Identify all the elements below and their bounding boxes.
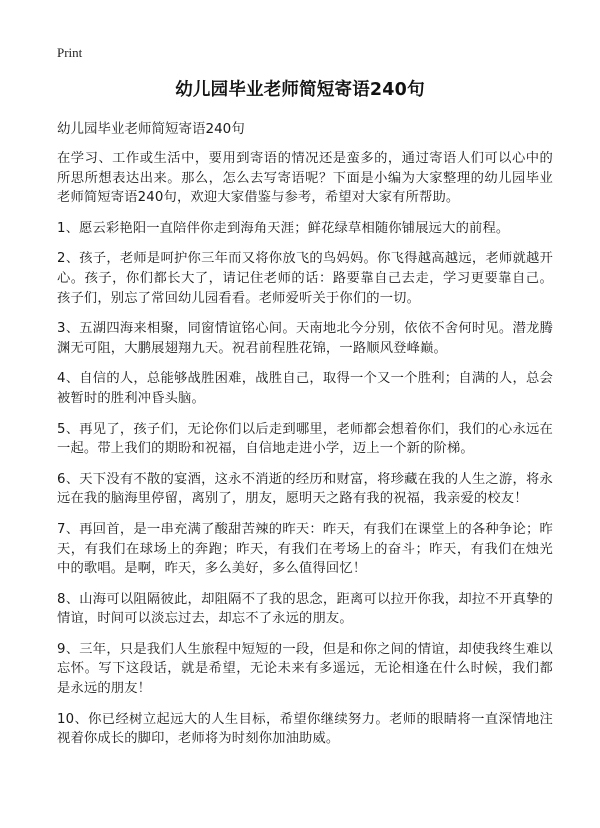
document-subtitle: 幼儿园毕业老师简短寄语240句 <box>57 121 245 137</box>
message-item-10: 10、你已经树立起远大的人生目标，希望你继续努力。老师的眼睛将一直深情地注视着你成长的脚印，老师将为时刻你加油助威。 <box>57 711 553 747</box>
message-item-8: 8、山海可以阻隔彼此，却阻隔不了我的思念，距离可以拉开你我，却拉不开真挚的情谊，时间可以淡忘过去，却忘不了永远的朋友。 <box>57 591 553 627</box>
message-item-2: 2、孩子，老师是呵护你三年而又将你放飞的鸟妈妈。你飞得越高越远，老师就越开心。孩子，你们都长大了，请记住老师的话：路要靠自己去走，学习更要靠自己。孩子们，别忘了常回幼儿园看看。老师爱听关于你们的一切。 <box>57 251 553 306</box>
document-body <box>57 118 553 760</box>
message-item-1: 1、愿云彩艳阳一直陪伴你走到海角天涯；鲜花绿草相随你铺展远大的前程。 <box>57 220 510 236</box>
intro-paragraph: 在学习、工作或生活中，要用到寄语的情况还是蛮多的，通过寄语人们可以心中的所思所想表达出来。那么，怎么去写寄语呢？下面是小编为大家整理的幼儿园毕业老师简短寄语240句，欢迎大家借鉴与参考，希望对大家有所帮助。 <box>57 151 553 206</box>
message-item-3: 3、五湖四海来相聚，同窗情谊铭心间。天南地北今分别，依依不舍何时见。潜龙腾渊无可阻，大鹏展翅翔九天。祝君前程胜花锦，一路顺风登峰巅。 <box>57 321 553 356</box>
message-item-9: 9、三年，只是我们人生旅程中短短的一段，但是和你之间的情谊，却使我终生难以忘怀。写下这段话，就是希望，无论未来有多遥远，无论相逢在什么时候，我们都是永远的朋友！ <box>57 641 553 697</box>
message-item-5: 5、再见了，孩子们，无论你们以后走到哪里，老师都会想着你们，我们的心永远在一起。带上我们的期盼和祝福，自信地走进小学，迈上一个新的阶梯。 <box>57 421 553 457</box>
message-item-7: 7、再回首，是一串充满了酸甜苦辣的昨天：昨天，有我们在课堂上的各种争论；昨天，有我们在球场上的奔跑；昨天，有我们在考场上的奋斗；昨天，有我们在烛光中的歌唱。是啊，昨天，多么美好，多么值得回忆！ <box>57 521 553 577</box>
page-title: 幼儿园毕业老师简短寄语240句 <box>175 80 425 100</box>
message-item-4: 4、自信的人，总能够战胜困难，战胜自己，取得一个又一个胜利；自满的人，总会被暂时的胜利冲昏头脑。 <box>57 371 553 406</box>
message-item-6: 6、天下没有不散的宴酒，这永不消逝的经历和财富，将珍藏在我的人生之游，将永远在我的脑海里停留，离别了，朋友，愿明天之路有我的祝福，我亲爱的校友！ <box>57 471 553 507</box>
print-link[interactable]: Print <box>57 45 83 60</box>
